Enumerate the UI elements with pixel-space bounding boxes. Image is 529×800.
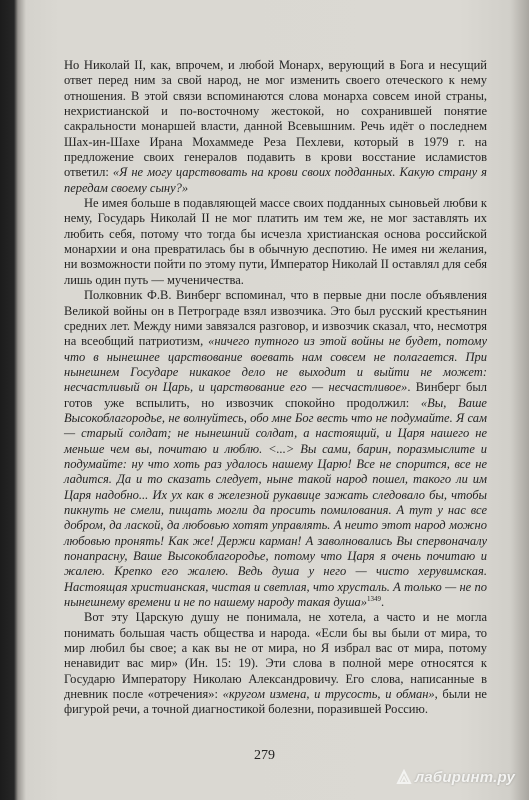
labirint-watermark bbox=[396, 769, 515, 786]
shah-quote: «Я не могу царствовать на крови своих подданных. Какую страну я передам своему сыну?» bbox=[64, 165, 487, 195]
coachman-quote-1: «ничего путного из этой войны не будет, потому что в нынешнее царствование воевать нам совсем не полагается. При нынешнем Государе никакое дело не выходит и выйти не может: несчастливый он Царь, и царствование его — несчастливое» bbox=[64, 334, 487, 395]
paragraph-1: Но Николай II, как, впрочем, и любой Монарх, верующий в Бога и несущий ответ перед ним за свой народ, не мог изменить своего отеческого к нему отношения. В этой связи вспоминаются слова монарха совсем иной страны, нехристианской и по-восточному жестокой, но сохранившей понятие сакральности монаршей власти, данной Всевышним. Речь идёт о последнем Шах-ин-Шахе Ирана Мохаммеде Реза Пехлеви, который в 1979 г. на предложение своих генералов подавить в крови восстание исламистов ответил: «Я не могу царствовать на крови своих подданных. Какую страну я передам своему сыну?» bbox=[64, 58, 487, 195]
page-number: 279 bbox=[254, 748, 275, 763]
footnote-ref: 1349 bbox=[367, 594, 382, 603]
paragraph-2: Не имея больше в подавляющей массе своих подданных сыновьей любви к нему, Государь Николай II не мог платить им тем же, не мог заставлять их любить себя, потому что тогда бы исчезла христианская основа российской монархии и она превратилась бы в обычную деспотию. Не имея ни желания, ни возможности пойти по этому пути, Император Николай II оставлял для себя лишь один путь — мученичества. bbox=[64, 196, 487, 287]
body-text bbox=[64, 58, 487, 718]
watermark-text: лабиринт.ру bbox=[414, 769, 515, 786]
paragraph-3: Полковник Ф.В. Винберг вспоминал, что в первые дни после объявления Великой войны он в Петрограде взял извозчика. Это был русский крестьянин средних лет. Между ними завязался разговор, и извозчик сказал, что, несмотря на всеобщий патриотизм, «ничего путного из этой войны не будет, потому что в нынешнее царствование воевать нам совсем не полагается. При нынешнем Государе никакое дело не выходит и выйти не может: несчастливый он Царь, и царствование его — несчастливое». Винберг был готов уже вспылить, но извозчик спокойно продолжил: «Вы, Ваше Высокоблагородье, не волнуйтесь, обо мне Бог весть что не подумайте. Я сам — старый солдат; не нынешний солдат, а настоящий, и Царя нашего не меньше чем вы, почитаю и люблю. <...> Вы сами, барин, поразмыслите и подумайте: ну что хоть раз удалось нашему Царю! Все не спорится, все не ладится. Да и то сказать следует, ныне такой народ пошел, такого ли им Царя надобно... Их ух как в железной рукавице зажать следовало бы, чтобы пикнуть не смели, пищать могли да просить помилования. А тут у нас все добром, да лаской, да любовью хотят управлять. А неито этот народ можно любовью пронять! Как же! Держи карман! А заволновались Вы спервоначалу понапрасну, Ваше Высокоблагородье, потому что Царя я очень почитаю и жалею. Крепко его жалею. Ведь душа у него — чисто херувимская. Настоящая христианская, чистая и светлая, что хрусталь. А только — не по нынешнему времени и не по нашему народу такая душа»$^{1349}$. bbox=[64, 288, 487, 610]
diary-quote: «кругом измена, и трусость, и обман» bbox=[222, 687, 435, 702]
paragraph-4: Вот эту Царскую душу не понимала, не хотела, а часто и не могла понимать большая часть общества и народа. «Если бы вы были от мира, то мир любил бы свое; а как вы не от мира, но Я избрал вас от мира, потому ненавидит вас мир» (Ин. 15: 19). Эти слова в полной мере относятся к Государю Императору Николаю Александровичу. Его слова, написанные в дневник после «отречения»: «кругом измена, и трусость, и обман», были не фигурой речи, а точной диагностикой болезни, поразившей Россию. bbox=[64, 610, 487, 717]
labirint-logo-icon bbox=[396, 769, 412, 785]
coachman-quote-2: «Вы, Ваше Высокоблагородье, не волнуйтесь, обо мне Бог весть что не подумайте. Я сам — старый солдат; не нынешний солдат, а настоящий, и Царя нашего не меньше чем вы, почитаю и люблю. <...> Вы сами, барин, поразмыслите и подумайте: ну что хоть раз удалось нашему Царю! Все не спорится, все не ладится. Да и то сказать следует, ныне такой народ пошел, такого ли им Царя надобно... Их ух как в железной рукавице зажать следовало бы, чтобы пикнуть не смели, пищать могли да просить помилования. А тут у нас все добром, да лаской, да любовью хотят управлять. А неито этот народ можно любовью пронять! Как же! Держи карман! А заволновались Вы спервоначалу понапрасну, Ваше Высокоблагородье, потому что Царя я очень почитаю и жалею. Крепко его жалею. Ведь душа у него — чисто херувимская. Настоящая христианская, чистая и светлая, что хрусталь. А только — не по нынешнему времени и не по нашему народу такая душа» bbox=[64, 395, 487, 610]
